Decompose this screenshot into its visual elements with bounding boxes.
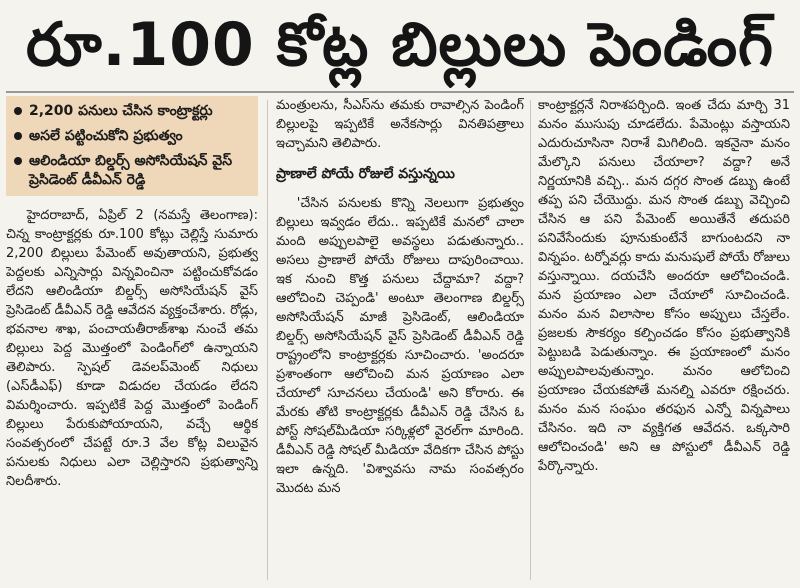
bullet-icon [14, 132, 22, 140]
headline-rule [6, 91, 794, 93]
article-paragraph: హైదరాబాద్, ఏప్రిల్ 2 (నమస్తే తెలంగాణ): చిన్న కాంట్రాక్టర్లకు రూ.100 కోట్లు చెల్లిస్తే సుమారు 2,200 బిల్లులు పేమెంట్ అవుతాయని, ప్రభుత్వ పెద్దలకు ఎన్నిసార్లు విన్నవించినా పట్టించుకోవడం లేదని ఆలిండియా బిల్డర్స్ అసోసియేషన్ వైస్ ప్రెసిడెంట్ డీవీఎన్ రెడ్డి ఆవేదన వ్యక్తంచేశారు. రోడ్లు, భవనాల శాఖ, పంచాయతీరాజ్‌శాఖ నుంచే తమ బిల్లులు పెద్ద మొత్తంలో పెండింగ్‌లో ఉన్నాయని తెలిపారు. స్పెషల్ డెవలప్‌మెంట్ నిధులు (ఎస్‌డీఎఫ్) కూడా విడుదల చేయడం లేదని విమర్శించారు. ఇప్పటికే పెద్ద మొత్తంలో పెండింగ్ బిల్లులు పేరుకుపోయాయని, వచ్చే ఆర్థిక సంవత్సరంలో చేపట్టే రూ.3 వేల కోట్ల విలువైన పనులకు నిధులు ఎలా చెల్లిస్తారని ప్రభుత్వాన్ని నిలదీశారు. [6, 208, 258, 489]
highlights-box [6, 96, 258, 196]
highlight-text: ఆలిండియా బిల్డర్స్ అసోసియేషన్ వైస్ ప్రెసిడెంట్ డీవీఎన్ రెడ్డి [29, 153, 233, 188]
headline: రూ.100 కోట్ల బిల్లులు పెండింగ్ [26, 10, 774, 80]
column-2 [276, 96, 524, 584]
column-divider [530, 100, 531, 580]
column-1 [6, 96, 258, 584]
article-paragraph: మంత్రులను, సీఎస్‌ను తమకు రావాల్సిన పెండింగ్ బిల్లులపై ఇప్పటికే అనేకసార్లు వినతిపత్రాలు ఇచ్చామని తెలిపారు. [276, 98, 524, 151]
highlight-item [14, 152, 250, 190]
highlight-item [14, 102, 250, 121]
article-paragraph: కాంట్రాక్టర్లనే నిరాశపర్చింది. ఇంత చేదు మార్చి 31 మనం ముసుపు చూడలేదు. పేమెంట్లు వస్తాయని ఎదురుచూసినా నిరాశే మిగిలింది. ఇకనైనా మనం మేల్కొని పనులు చేయాలా? వద్దా? అనే నిర్ణయానికి వచ్చి.. మన దగ్గర సొంత డబ్బు ఉంటే తప్ప పని చేయొద్దు. మన సొంత డబ్బు వెచ్చించి చేసిన ఆ పని పేమెంట్ అయితేనే తదుపరి పనివేసేందుకు పూనుకుంటేనే బాగుంటదని నా విన్నపం. టర్నోవర్లు కాదు మనుషులే పోయే రోజులు వస్తున్నాయి. దయచేసి అందరూ ఆలోచించండి. మన ప్రయాణం ఎలా చేయాలో సూచించండి. మనం మన విలాసాల కోసం అప్పులు చేస్తలేం. ప్రజలకు సౌకర్యం కల్పించడం కోసం ప్రభుత్వానికి పెట్టుబడి పెడుతున్నాం. ఈ ప్రయాణంలో మనం అప్పులపాలవుతున్నాం. మనం ఆలోచించి ప్రయాణం చేయకపోతే మనల్ని ఎవరూ రక్షించరు. మనం మన సంఘం తరఫున ఎన్నో విన్నపాలు చేసినం. ఇది నా వ్యక్తిగత ఆవేదన. ఒక్కసారి ఆలోచించండి' అని ఆ పోస్టులో డీవీఎన్ రెడ్డి పేర్కొన్నారు. [538, 98, 790, 474]
highlight-text: అసలే పట్టించుకోని ప్రభుత్వం [29, 128, 183, 144]
highlight-item [14, 127, 250, 146]
subheading: ప్రాణాలే పోయే రోజులే వస్తున్నయి [276, 166, 455, 182]
highlight-text: 2,200 పనులు చేసిన కాంట్రాక్టర్లు [29, 103, 213, 119]
bullet-icon [14, 107, 22, 115]
column-divider [267, 100, 268, 580]
bullet-icon [14, 157, 22, 165]
column-3 [538, 96, 790, 584]
article-paragraph: 'చేసిన పనులకు కొన్ని నెలలుగా ప్రభుత్వం బిల్లులు ఇవ్వడం లేదు.. ఇప్పటికే మనలో చాలా మంది అప్పులపాలై అవస్థలు పడుతున్నారు.. అసలు ప్రాణాలే పోయే రోజులు దాపురించాయి. ఇక నుంచి కొత్త పనులు చేద్దామా? వద్దా? ఆలోచించి చెప్పండి' అంటూ తెలంగాణ బిల్డర్స్ అసోసియేషన్ మాజీ ప్రెసిడెంట్, ఆలిండియా బిల్డర్స్ అసోసియేషన్ వైస్ ప్రెసిడెంట్ డీవీఎన్ రెడ్డి రాష్ట్రంలోని కాంట్రాక్టర్లకు సూచించారు. 'అందరూ ప్రశాంతంగా ఆలోచించి మన ప్రయాణం ఎలా చేయాలో సూచనలు చేయండి' అని కోరారు. ఈ మేరకు తోటి కాంట్రాక్టర్లకు డీవీఎన్ రెడ్డి చేసిన ఓ పోస్ట్ సోషల్‌మీడియా సర్కిళ్లలో వైరల్‌గా మారింది. డీవీఎన్ రెడ్డి సోషల్ మీడియా వేదికగా చేసిన పోస్టు ఇలా ఉన్నది. 'విశ్వావసు నామ సంవత్సరం మొదట మన [276, 196, 524, 496]
